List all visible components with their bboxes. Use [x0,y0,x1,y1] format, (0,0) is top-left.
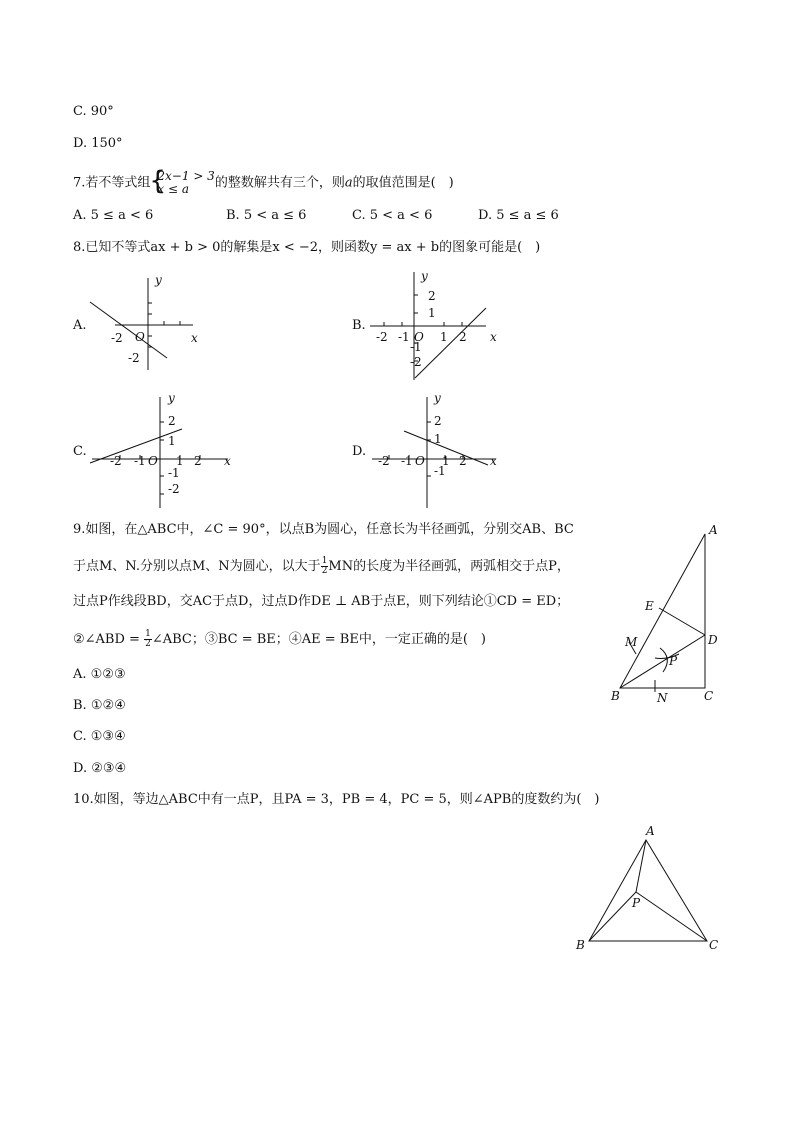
svg-text:D: D [708,633,718,647]
q8-stem: 8.已知不等式ax + b > 0的解集是x < −2，则函数y = ax + b的图象可能是( ) [73,240,541,255]
svg-text:2: 2 [428,289,436,303]
svg-text:x: x [490,330,497,344]
q9-triangle-figure [605,520,735,710]
svg-text:-2: -2 [410,355,422,369]
graph-a-xtick: -2 [111,331,123,345]
q6-option-d: D. 150° [73,136,123,151]
svg-text:y: y [168,391,175,405]
svg-text:2: 2 [434,414,442,428]
svg-text:1: 1 [442,454,450,468]
svg-text:1: 1 [168,434,176,448]
graph-a-origin: O [135,330,145,344]
svg-text:E: E [645,599,654,613]
svg-text:y: y [434,391,441,405]
graph-a [85,270,215,380]
graph-a-x-label: x [191,331,198,345]
q6-option-c: C. 90° [73,104,114,119]
q7-option-d: D. 5 ≤ a ≤ 6 [478,208,559,223]
q7-option-b: B. 5 < a ≤ 6 [226,208,307,223]
graph-b-label: B. [352,318,366,333]
svg-text:1: 1 [434,432,442,446]
graph-a-y-label: y [155,273,162,287]
svg-text:2: 2 [168,414,176,428]
svg-text:-2: -2 [378,454,390,468]
svg-text:O: O [148,454,158,468]
q9-line-4: ②∠ABD = $\frac{1}{2}$ ∠ABC；③BC = BE；④AE = BE中，一定正确的是( ) [73,629,486,649]
svg-text:1: 1 [428,306,436,320]
q9-option-d: D. ②③④ [73,761,127,776]
svg-text:B: B [611,689,620,703]
q9-line-3: 过点P作线段BD，交AC于点D，过点D作DE ⊥ AB于点E，则下列结论①CD = ED； [73,594,570,609]
svg-text:-2: -2 [110,454,122,468]
q9-option-b: B. ①②④ [73,698,126,713]
svg-text:B: B [576,938,585,952]
q10-equilateral-figure [572,822,732,957]
svg-text:1: 1 [440,330,448,344]
graph-d [368,391,508,510]
svg-text:C: C [704,689,714,703]
svg-text:A: A [646,824,655,838]
svg-text:2: 2 [459,454,467,468]
svg-text:-1: -1 [410,340,422,354]
svg-text:O: O [415,454,425,468]
svg-text:2: 2 [194,454,202,468]
svg-text:P: P [632,896,641,910]
svg-text:O: O [414,330,424,344]
q7-option-c: C. 5 < a < 6 [352,208,433,223]
graph-d-label: D. [352,444,367,459]
graph-c [88,391,238,510]
svg-text:N: N [657,691,668,705]
svg-text:-1: -1 [168,466,180,480]
graph-c-label: C. [73,444,87,459]
q9-line-1: 9.如图，在△ABC中，∠C = 90°，以点B为圆心，任意长为半径画弧，分别交AB、BC [73,522,574,537]
svg-text:A: A [709,523,718,537]
svg-text:2: 2 [459,330,467,344]
svg-text:C: C [709,938,719,952]
graph-b [366,270,506,380]
graph-a-label: A. [73,318,87,333]
inequality-system: { 2x−1 > 3 x ≤ a [149,166,215,196]
svg-text:x: x [490,454,497,468]
svg-text:1: 1 [176,454,184,468]
svg-text:-1: -1 [401,454,413,468]
q9-option-a: A. ①②③ [73,667,126,682]
q9-line-2: 于点M、N.分别以点M、N为圆心，以大于 $\frac{1}{2}$ MN的长度为半径画弧，两弧相交于点P， [73,556,570,576]
q9-option-c: C. ①③④ [73,729,126,744]
svg-text:-2: -2 [376,330,388,344]
svg-text:M: M [625,635,638,649]
svg-text:-1: -1 [134,454,146,468]
fraction-half-2: $\frac{1}{2}$ [145,629,151,649]
q10-stem: 10.如图，等边△ABC中有一点P，且PA = 3，PB = 4，PC = 5，则∠APB的度数约为( ) [73,792,600,807]
svg-text:P: P [669,654,678,668]
svg-text:y: y [421,269,428,283]
svg-text:-1: -1 [398,330,410,344]
svg-text:-2: -2 [168,482,180,496]
svg-text:-1: -1 [434,464,446,478]
q7-option-a: A. 5 ≤ a < 6 [73,208,154,223]
svg-text:x: x [224,454,231,468]
q7-stem: 7.若不等式组 { 2x−1 > 3 x ≤ a 的整数解共有三个，则a的取值范围是( ) [73,166,454,196]
fraction-half: $\frac{1}{2}$ [321,556,328,576]
graph-a-ytick: -2 [128,351,140,365]
